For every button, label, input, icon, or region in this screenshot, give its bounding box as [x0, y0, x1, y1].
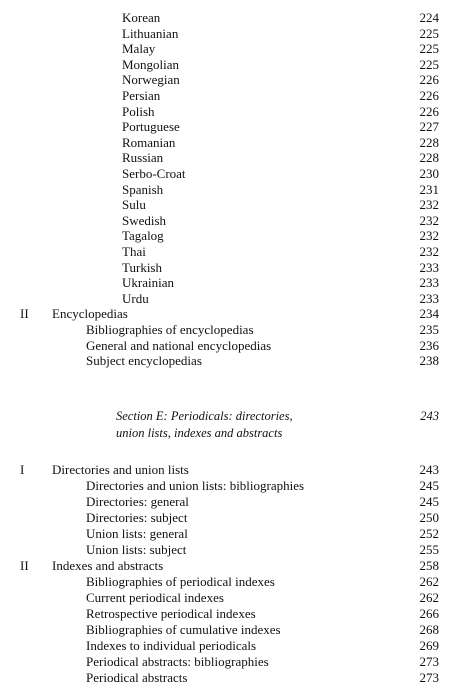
toc-entry-language — [0, 260, 463, 276]
entry-label: General and national encyclopedias — [86, 337, 272, 353]
toc-entry — [0, 670, 463, 686]
section-heading-line-2: union lists, indexes and abstracts — [116, 426, 283, 440]
entry-label: Korean — [122, 10, 161, 25]
entry-label: Spanish — [122, 181, 164, 197]
toc-entry-language — [0, 197, 463, 213]
toc-chapter-encyclopedias — [0, 306, 463, 322]
page-number: 226 — [419, 103, 439, 119]
page-number: 273 — [419, 670, 439, 685]
toc-entry-language — [0, 135, 463, 151]
toc-entry-language — [0, 182, 463, 198]
page-number: 233 — [419, 275, 439, 291]
page-number: 269 — [419, 638, 439, 653]
section-page-number: 243 — [420, 409, 439, 423]
toc-chapter-indexes — [0, 558, 463, 574]
entry-label: Retrospective periodical indexes — [86, 606, 256, 621]
entry-label: Tagalog — [122, 228, 164, 244]
toc-entry-language — [0, 150, 463, 166]
entry-label: Periodical abstracts: bibliographies — [86, 654, 269, 669]
entry-label: Thai — [122, 244, 146, 259]
page-number: 234 — [419, 306, 439, 322]
page-number: 252 — [419, 526, 439, 541]
entry-label: Directories and union lists: bibliographies — [86, 478, 305, 493]
toc-entry-language — [0, 166, 463, 182]
chapter-numeral: II — [20, 558, 29, 573]
page-number: 226 — [419, 88, 439, 103]
page-number: 233 — [419, 290, 439, 306]
entry-label: Indexes to individual periodicals — [86, 638, 257, 653]
toc-chapter-directories — [0, 462, 463, 478]
entry-label: Lithuanian — [122, 25, 179, 41]
entry-label: Current periodical indexes — [86, 590, 224, 605]
toc-entry-language — [0, 104, 463, 120]
toc-entry-language — [0, 10, 463, 26]
toc-entry — [0, 478, 463, 494]
page-number: 225 — [419, 56, 439, 72]
entry-label: Swedish — [122, 212, 167, 228]
entry-label: Directories: general — [86, 494, 189, 509]
page-number: 232 — [419, 228, 439, 244]
toc-entry — [0, 526, 463, 542]
entry-label: Periodical abstracts — [86, 670, 188, 685]
entry-label: Bibliographies of cumulative indexes — [86, 622, 281, 637]
toc-entry-language — [0, 72, 463, 88]
toc-entry — [0, 654, 463, 670]
entry-label: Ukrainian — [122, 275, 174, 291]
page-number: 232 — [419, 197, 439, 213]
page-number: 230 — [419, 166, 439, 181]
toc-entry — [0, 494, 463, 510]
entry-label: Malay — [122, 41, 156, 57]
entry-label: Bibliographies of encyclopedias — [86, 322, 254, 337]
toc-entry-language — [0, 275, 463, 291]
entry-label: Bibliographies of periodical indexes — [86, 574, 275, 589]
entry-label: Romanian — [122, 134, 176, 150]
toc-entry-language — [0, 88, 463, 104]
page-number: 225 — [419, 25, 439, 41]
page-number: 273 — [419, 654, 439, 669]
entry-label: Norwegian — [122, 72, 180, 88]
page-number: 224 — [419, 10, 439, 25]
toc-entry — [0, 574, 463, 590]
page-number: 231 — [419, 181, 439, 197]
page-number: 266 — [419, 606, 439, 621]
page-number: 228 — [419, 150, 439, 166]
toc-entry — [0, 606, 463, 622]
entry-label: Russian — [122, 150, 164, 166]
page-number: 262 — [419, 590, 439, 605]
toc-entry-language — [0, 228, 463, 244]
entry-label: Directories: subject — [86, 510, 188, 525]
page-number: 250 — [419, 510, 439, 525]
entry-label: Urdu — [122, 290, 149, 306]
page-number: 262 — [419, 574, 439, 589]
toc-entry-language — [0, 26, 463, 42]
page-number: 232 — [419, 212, 439, 228]
page-number: 255 — [419, 542, 439, 557]
toc-entry-language — [0, 244, 463, 260]
toc-entry — [0, 353, 463, 369]
entry-label: Union lists: subject — [86, 542, 187, 557]
page-number: 226 — [419, 72, 439, 88]
page-number: 233 — [419, 259, 439, 275]
entry-label: Subject encyclopedias — [86, 353, 202, 369]
page-number: 243 — [419, 462, 439, 477]
page-number: 228 — [419, 134, 439, 150]
page-number: 258 — [419, 558, 439, 573]
toc-entry — [0, 322, 463, 338]
entry-label: Serbo-Croat — [122, 166, 186, 181]
section-heading-line-1: Section E: Periodicals: directories, — [116, 409, 293, 423]
page-number: 245 — [419, 494, 439, 509]
page-number: 245 — [419, 478, 439, 493]
section-heading — [116, 408, 293, 442]
entry-label: Persian — [122, 88, 161, 103]
chapter-label: Directories and union lists — [52, 462, 189, 477]
page-number: 238 — [419, 353, 439, 369]
toc-entry — [0, 638, 463, 654]
toc-entry-language — [0, 291, 463, 307]
toc-entry-language — [0, 119, 463, 135]
toc-entry — [0, 338, 463, 354]
page-number: 268 — [419, 622, 439, 637]
entry-label: Polish — [122, 103, 155, 119]
chapter-numeral: I — [20, 462, 25, 477]
chapter-label: Encyclopedias — [52, 306, 128, 322]
entry-label: Portuguese — [122, 119, 180, 135]
toc-entry-language — [0, 57, 463, 73]
entry-label: Sulu — [122, 197, 146, 213]
toc-entry — [0, 590, 463, 606]
chapter-numeral: II — [20, 306, 29, 322]
page-number: 235 — [419, 322, 439, 337]
toc-entry — [0, 510, 463, 526]
entry-label: Union lists: general — [86, 526, 188, 541]
toc-entry-language — [0, 213, 463, 229]
chapter-label: Indexes and abstracts — [52, 558, 164, 573]
toc-entry — [0, 622, 463, 638]
page-number: 227 — [419, 119, 439, 135]
toc-entry-language — [0, 41, 463, 57]
entry-label: Turkish — [122, 259, 162, 275]
page-number: 232 — [419, 244, 439, 259]
toc-entry — [0, 542, 463, 558]
entry-label: Mongolian — [122, 56, 180, 72]
page-number: 236 — [419, 337, 439, 353]
page-number: 225 — [419, 41, 439, 57]
